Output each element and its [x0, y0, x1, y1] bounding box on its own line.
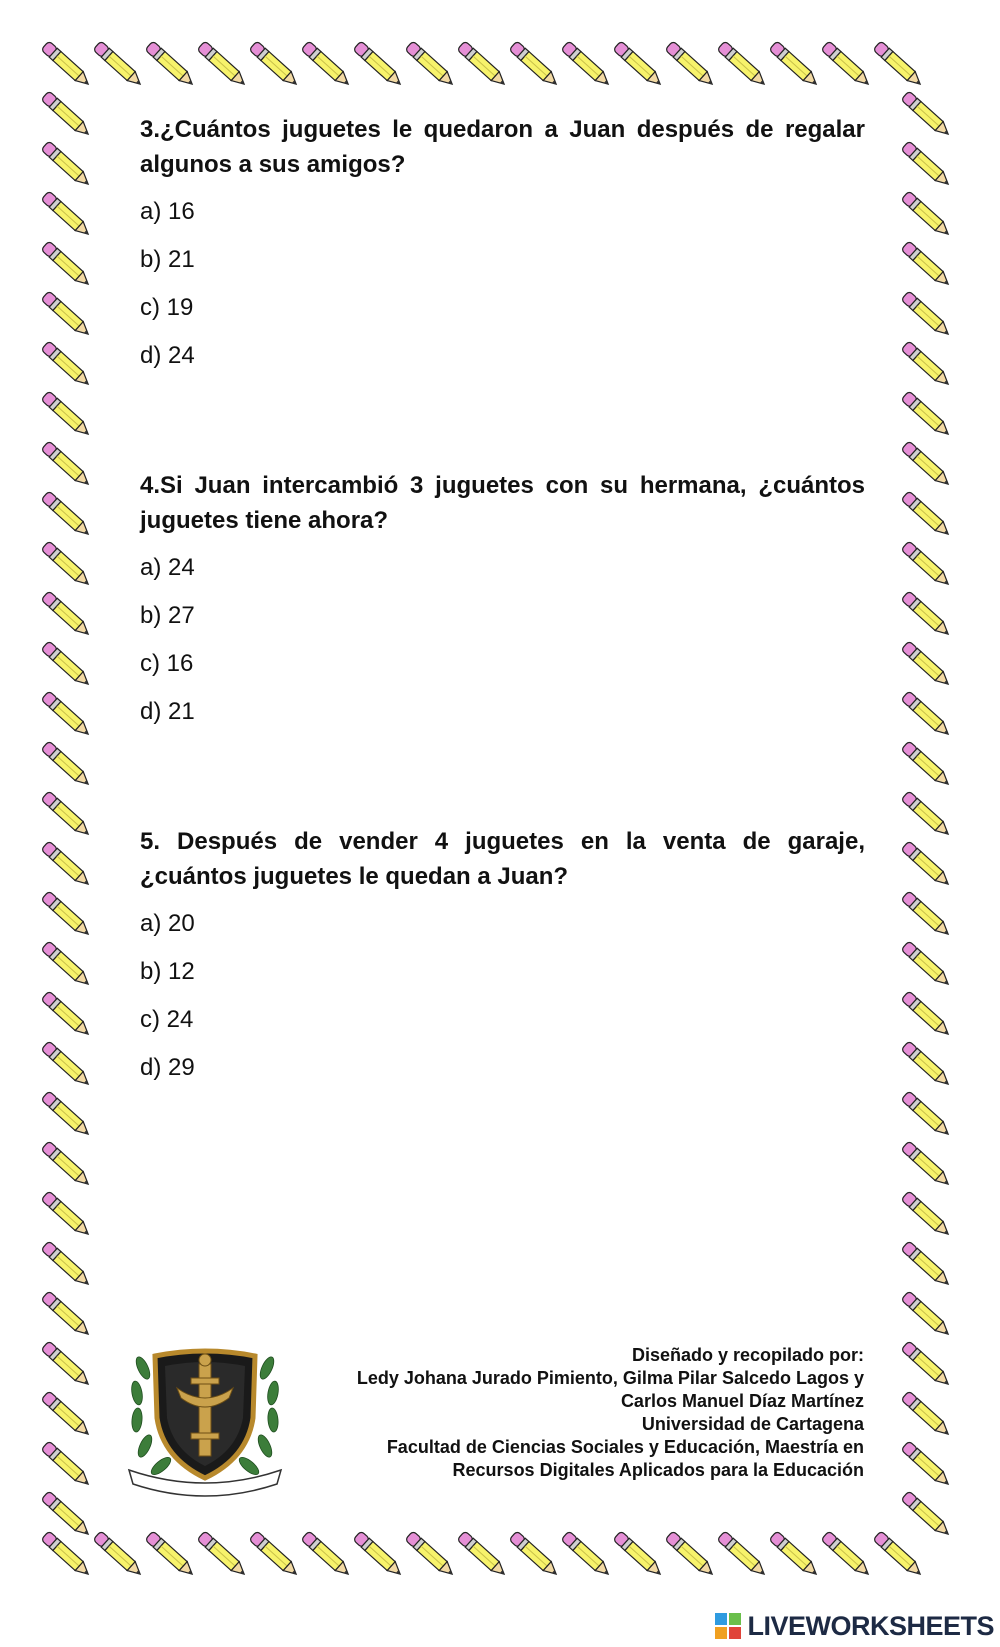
pencil-icon	[41, 441, 92, 489]
pencil-icon	[197, 41, 248, 89]
pencil-icon	[41, 1141, 92, 1189]
pencil-icon	[901, 1341, 952, 1389]
option-b: b) 12	[140, 958, 195, 985]
pencil-icon	[41, 741, 92, 789]
pencil-icon	[457, 1531, 508, 1579]
pencil-icon	[901, 991, 952, 1039]
pencil-icon	[41, 1041, 92, 1089]
pencil-icon	[41, 791, 92, 839]
pencil-icon	[41, 191, 92, 239]
question-5	[140, 824, 865, 1092]
pencil-icon	[93, 1531, 144, 1579]
pencil-icon	[901, 941, 952, 989]
pencil-icon	[901, 1141, 952, 1189]
pencil-icon	[41, 1291, 92, 1339]
pencil-icon	[249, 1531, 300, 1579]
pencil-icon	[41, 891, 92, 939]
option-a: a) 16	[140, 198, 195, 225]
pencil-icon	[901, 91, 952, 139]
question-3	[140, 112, 865, 380]
pencil-icon	[901, 1491, 952, 1539]
pencil-icon	[901, 541, 952, 589]
liveworksheets-brand-text: LIVEWORKSHEETS	[747, 1610, 994, 1641]
option-a: a) 24	[140, 554, 195, 581]
pencil-icon	[41, 1491, 92, 1539]
question-4	[140, 468, 865, 736]
pencil-icon	[901, 291, 952, 339]
pencil-icon	[901, 1291, 952, 1339]
credits-line-faculty: Facultad de Ciencias Sociales y Educación, Maestría en	[386, 1437, 864, 1457]
worksheet-content	[140, 112, 865, 1092]
pencil-icon	[457, 41, 508, 89]
pencil-icon	[561, 41, 612, 89]
pencil-icon	[41, 841, 92, 889]
option-d: d) 29	[140, 1054, 195, 1081]
pencil-icon	[509, 1531, 560, 1579]
pencil-icon	[41, 941, 92, 989]
pencil-icon	[41, 1191, 92, 1239]
pencil-icon	[901, 1391, 952, 1439]
pencil-icon	[901, 1041, 952, 1089]
option-d: d) 21	[140, 698, 195, 725]
pencil-icon	[901, 1191, 952, 1239]
pencil-icon	[301, 41, 352, 89]
pencil-icon	[405, 41, 456, 89]
pencil-icon	[901, 241, 952, 289]
pencil-icon	[901, 141, 952, 189]
credits-line-university: Universidad de Cartagena	[641, 1414, 864, 1434]
pencil-icon	[901, 841, 952, 889]
pencil-icon	[41, 991, 92, 1039]
pencil-icon	[873, 1531, 924, 1579]
pencil-icon	[41, 341, 92, 389]
pencil-icon	[769, 41, 820, 89]
credits-line-authors: Ledy Johana Jurado Pimiento, Gilma Pilar Salcedo Lagos y	[356, 1368, 864, 1388]
pencil-icon	[613, 41, 664, 89]
option-b: b) 27	[140, 602, 195, 629]
pencil-icon	[901, 891, 952, 939]
pencil-icon	[873, 41, 924, 89]
pencil-icon	[41, 1441, 92, 1489]
pencil-icon	[41, 691, 92, 739]
pencil-icon	[665, 1531, 716, 1579]
pencil-icon	[901, 491, 952, 539]
credits-block	[244, 1344, 864, 1482]
pencil-icon	[41, 1531, 92, 1579]
pencil-icon	[41, 141, 92, 189]
option-c: c) 24	[140, 1006, 194, 1033]
pencil-icon	[41, 491, 92, 539]
pencil-icon	[717, 41, 768, 89]
pencil-icon	[197, 1531, 248, 1579]
pencil-icon	[41, 541, 92, 589]
pencil-icon	[301, 1531, 352, 1579]
pencil-icon	[41, 1341, 92, 1389]
pencil-icon	[41, 241, 92, 289]
pencil-icon	[901, 391, 952, 439]
pencil-icon	[901, 791, 952, 839]
pencil-icon	[145, 1531, 196, 1579]
pencil-icon	[901, 591, 952, 639]
pencil-icon	[901, 191, 952, 239]
question-text: 3.¿Cuántos juguetes le quedaron a Juan después de regalar algunos a sus amigos?	[140, 116, 865, 178]
question-text: 5. Después de vender 4 juguetes en la venta de garaje, ¿cuántos juguetes le quedan a Juan?	[140, 828, 865, 890]
pencil-icon	[821, 41, 872, 89]
question-text: 4.Si Juan intercambió 3 juguetes con su hermana, ¿cuántos juguetes tiene ahora?	[140, 472, 865, 534]
credits-line-designed-by: Diseñado y recopilado por:	[631, 1345, 864, 1365]
liveworksheets-logo-icon	[715, 1613, 741, 1639]
option-c: c) 16	[140, 650, 194, 677]
pencil-icon	[901, 641, 952, 689]
credits-line-program: Recursos Digitales Aplicados para la Educación	[452, 1460, 864, 1480]
pencil-icon	[561, 1531, 612, 1579]
pencil-icon	[41, 1391, 92, 1439]
pencil-icon	[665, 41, 716, 89]
pencil-icon	[901, 1091, 952, 1139]
pencil-icon	[509, 41, 560, 89]
pencil-icon	[249, 41, 300, 89]
pencil-icon	[41, 91, 92, 139]
pencil-icon	[901, 341, 952, 389]
pencil-icon	[901, 691, 952, 739]
option-a: a) 20	[140, 910, 195, 937]
pencil-icon	[41, 591, 92, 639]
pencil-icon	[901, 441, 952, 489]
pencil-icon	[901, 1241, 952, 1289]
pencil-icon	[405, 1531, 456, 1579]
pencil-icon	[93, 41, 144, 89]
pencil-icon	[821, 1531, 872, 1579]
pencil-icon	[41, 641, 92, 689]
option-b: b) 21	[140, 246, 195, 273]
pencil-icon	[41, 1091, 92, 1139]
pencil-icon	[353, 1531, 404, 1579]
pencil-icon	[145, 41, 196, 89]
pencil-icon	[901, 741, 952, 789]
pencil-icon	[41, 391, 92, 439]
pencil-icon	[717, 1531, 768, 1579]
pencil-icon	[41, 1241, 92, 1289]
pencil-icon	[353, 41, 404, 89]
pencil-icon	[613, 1531, 664, 1579]
credits-line-author-3: Carlos Manuel Díaz Martínez	[620, 1391, 864, 1411]
liveworksheets-brand	[715, 1611, 994, 1641]
pencil-icon	[769, 1531, 820, 1579]
pencil-icon	[41, 291, 92, 339]
pencil-icon	[41, 41, 92, 89]
option-d: d) 24	[140, 342, 195, 369]
option-c: c) 19	[140, 294, 194, 321]
pencil-icon	[901, 1441, 952, 1489]
